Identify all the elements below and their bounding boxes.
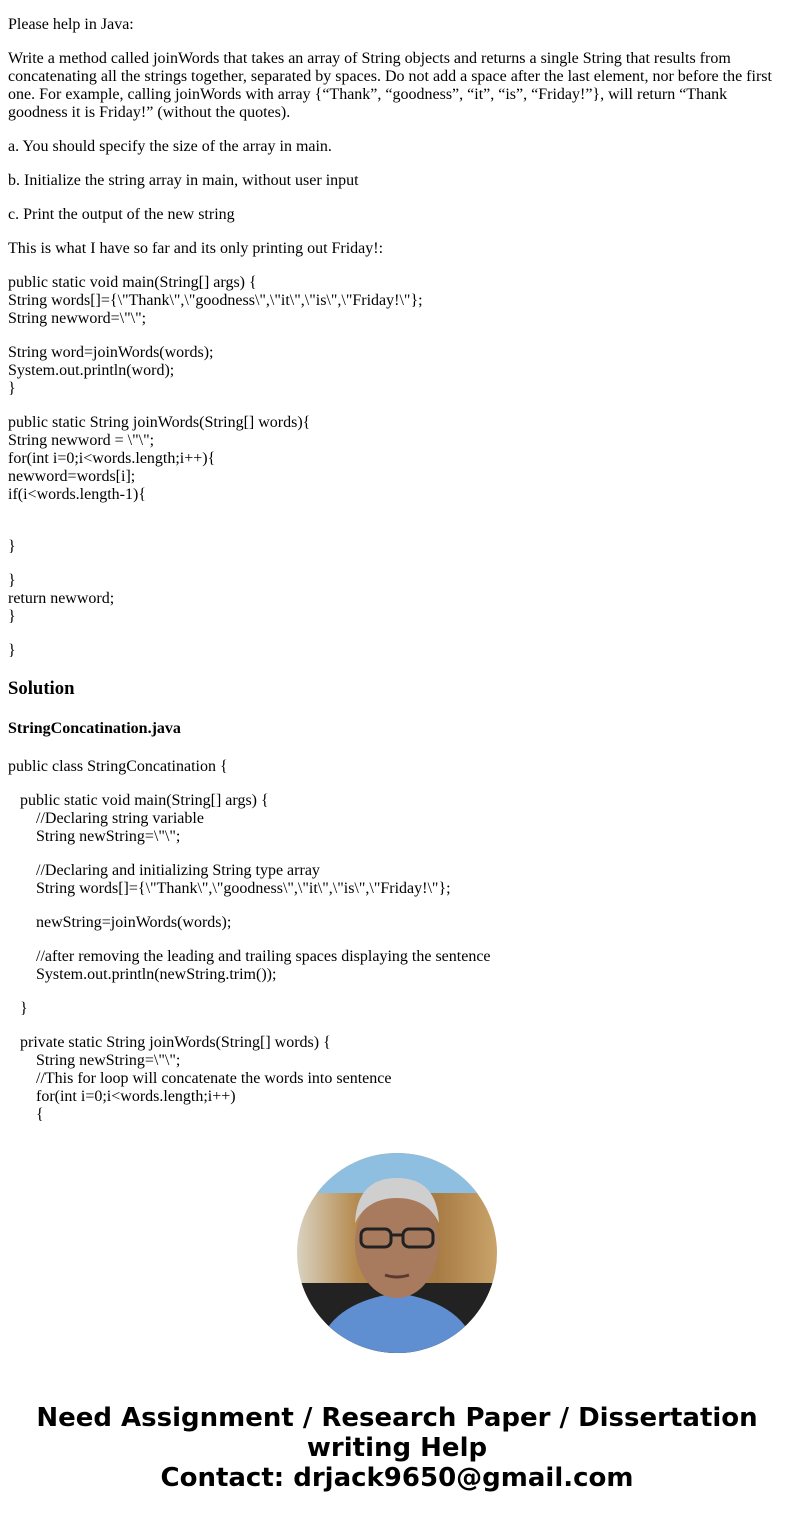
text-line: {	[8, 1106, 44, 1123]
text-line: String words[]={\"Thank\",\"goodness\",\"it\",\"is\",\"Friday!\"};	[8, 880, 451, 897]
text-line: //after removing the leading and trailing spaces displaying the sentence	[8, 948, 491, 965]
paragraph	[8, 1034, 778, 1124]
banner-contact: Contact: drjack9650@gmail.com	[160, 1463, 634, 1493]
paragraph	[8, 344, 778, 398]
text-line: public static String joinWords(String[] words){	[8, 414, 311, 431]
text-line: String newString=\"\";	[8, 1052, 181, 1069]
paragraph	[8, 172, 778, 190]
author-avatar	[297, 1153, 497, 1353]
text-line: String word=joinWords(words);	[8, 344, 214, 361]
text-line: }	[8, 380, 16, 397]
paragraph	[8, 16, 778, 34]
paragraph	[8, 792, 778, 846]
text-line: }	[8, 572, 16, 589]
text-line: newString=joinWords(words);	[8, 914, 232, 931]
paragraph	[8, 206, 778, 224]
text-line: }	[8, 642, 16, 659]
paragraph	[8, 1000, 778, 1018]
paragraph	[8, 862, 778, 898]
text-line: public static void main(String[] args) {	[8, 792, 269, 809]
text-line: String newword=\"\";	[8, 310, 147, 327]
text-line: //Declaring string variable	[8, 810, 204, 827]
text-line: }	[8, 538, 16, 555]
paragraph	[8, 538, 778, 556]
heading	[8, 720, 778, 738]
text-line: Write a method called joinWords that takes an array of String objects and returns a single String that results from concatenating all the strings together, separated by spaces. Do not add a space after the last element, nor before the first one. For example, calling joinWords with array {“Thank”, “goodness”, “it”, “is”, “Friday!”}, will return “Thank goodness it is Friday!” (without the quotes).	[8, 50, 776, 121]
text-line: newword=words[i];	[8, 468, 136, 485]
paragraph	[8, 138, 778, 156]
text-line: if(i<words.length-1){	[8, 486, 147, 503]
banner-line-2: writing Help	[306, 1433, 488, 1463]
text-line: b. Initialize the string array in main, without user input	[8, 172, 359, 189]
paragraph	[8, 50, 778, 122]
text-line: System.out.println(newString.trim());	[8, 966, 277, 983]
person-photo-icon	[297, 1153, 497, 1353]
text-line: Solution	[8, 678, 75, 699]
text-line: StringConcatination.java	[8, 720, 181, 737]
text-line: }	[8, 608, 16, 625]
text-line: String newString=\"\";	[8, 828, 181, 845]
paragraph	[8, 914, 778, 932]
paragraph	[8, 572, 778, 626]
paragraph	[8, 414, 778, 522]
document-body	[8, 0, 778, 1140]
heading	[8, 678, 778, 700]
paragraph	[8, 642, 778, 660]
text-line: c. Print the output of the new string	[8, 206, 235, 223]
text-line: This is what I have so far and its only printing out Friday!:	[8, 240, 384, 257]
contact-banner	[0, 1403, 794, 1493]
solution-section	[8, 678, 778, 1124]
paragraph	[8, 758, 778, 776]
paragraph	[8, 274, 778, 328]
text-line: Please help in Java:	[8, 16, 134, 33]
paragraph	[8, 948, 778, 984]
text-line: System.out.println(word);	[8, 362, 175, 379]
text-line: }	[8, 1000, 28, 1017]
text-line: //Declaring and initializing String type array	[8, 862, 320, 879]
text-line: String newword = \"\";	[8, 432, 155, 449]
paragraph	[8, 240, 778, 258]
text-line: for(int i=0;i<words.length;i++){	[8, 450, 216, 467]
text-line: public static void main(String[] args) {	[8, 274, 257, 291]
text-line: public class StringConcatination {	[8, 758, 228, 775]
question-section	[8, 16, 778, 660]
banner-line-1: Need Assignment / Research Paper / Dissertation	[36, 1403, 758, 1433]
text-line: String words[]={\"Thank\",\"goodness\",\"it\",\"is\",\"Friday!\"};	[8, 292, 423, 309]
text-line: for(int i=0;i<words.length;i++)	[8, 1088, 236, 1105]
text-line	[8, 504, 778, 522]
text-line: //This for loop will concatenate the words into sentence	[8, 1070, 392, 1087]
text-line: a. You should specify the size of the array in main.	[8, 138, 332, 155]
text-line: return newword;	[8, 590, 115, 607]
text-line: private static String joinWords(String[] words) {	[8, 1034, 331, 1051]
